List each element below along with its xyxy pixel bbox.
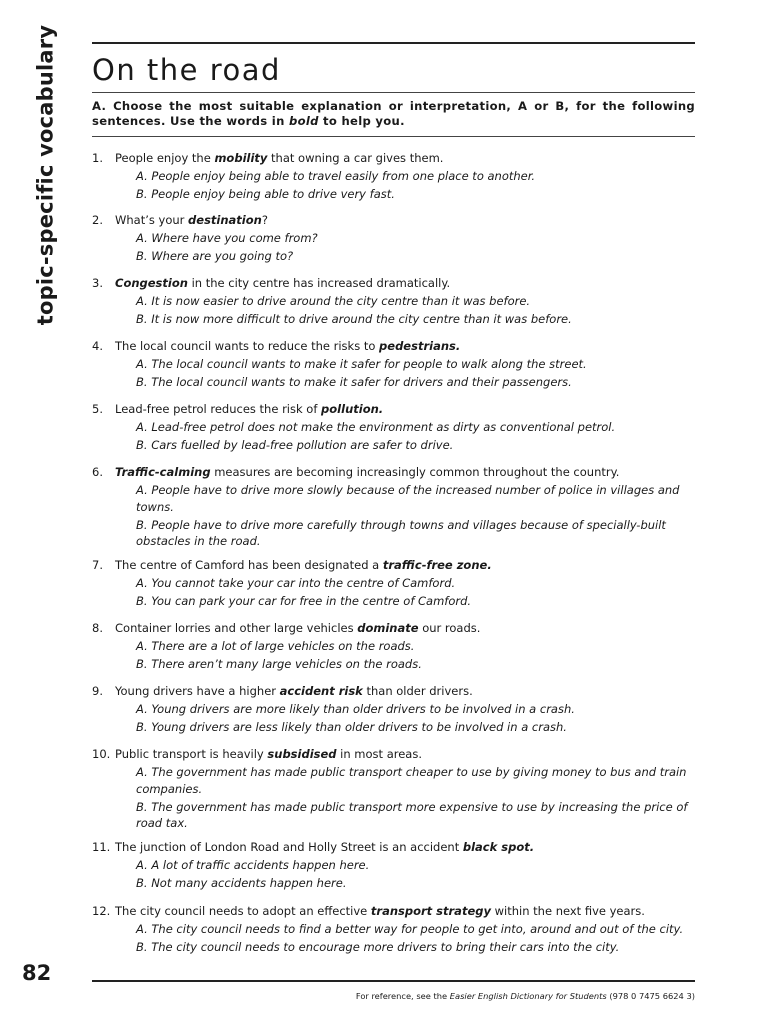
question-sentence: The local council wants to reduce the risks to pedestrians. (115, 339, 461, 353)
key-term: dominate (357, 621, 419, 635)
key-term: pedestrians. (379, 339, 461, 353)
page-number: 82 (22, 961, 52, 985)
key-term: traffic-free zone. (382, 558, 492, 572)
key-term: Congestion (115, 276, 188, 290)
option-a: A. People have to drive more slowly because of the increased number of police in villages and towns. (136, 483, 680, 514)
page-title: On the road (92, 53, 281, 87)
section-side-label (28, 24, 62, 326)
exercise-instructions (92, 99, 695, 129)
question-sentence: Traffic-calming measures are becoming increasingly common throughout the country. (115, 465, 620, 479)
question-number: 12. (92, 904, 111, 918)
key-term: subsidised (267, 747, 337, 761)
question-item (92, 401, 695, 454)
option-b: B. People enjoy being able to drive very fast. (136, 187, 395, 201)
option-b: B. The local council wants to make it safer for drivers and their passengers. (136, 375, 572, 389)
question-number: 11. (92, 840, 111, 854)
question-number: 7. (92, 558, 103, 572)
option-b: B. It is now more difficult to drive around the city centre than it was before. (136, 312, 572, 326)
option-a: A. It is now easier to drive around the city centre than it was before. (136, 294, 531, 308)
dictionary-title: Easier English Dictionary for Students (449, 991, 607, 1001)
question-item (92, 620, 695, 673)
option-b: B. Where are you going to? (136, 249, 294, 263)
title-rule (92, 92, 695, 93)
side-label-text: topic-specific vocabulary (33, 24, 58, 326)
instructions-bold-word: bold (288, 114, 319, 128)
option-a: A. You cannot take your car into the centre of Camford. (136, 576, 456, 590)
key-term: mobility (214, 151, 268, 165)
option-a: A. The local council wants to make it safer for people to walk along the street. (136, 357, 587, 371)
key-term: Traffic-calming (115, 465, 211, 479)
option-b: B. People have to drive more carefully through towns and villages because of specially-built obstacles in the road. (136, 517, 666, 548)
key-term: transport strategy (370, 904, 491, 918)
option-b: B. You can park your car for free in the centre of Camford. (136, 594, 472, 608)
question-sentence: Young drivers have a higher accident risk than older drivers. (115, 684, 473, 698)
question-sentence: Congestion in the city centre has increased dramatically. (115, 276, 451, 290)
key-term: accident risk (279, 684, 363, 698)
question-sentence: Lead-free petrol reduces the risk of pollution. (115, 402, 384, 416)
option-a: A. There are a lot of large vehicles on the roads. (136, 639, 415, 653)
option-a: A. Lead-free petrol does not make the environment as dirty as conventional petrol. (136, 420, 616, 434)
option-a: A. The government has made public transport cheaper to use by giving money to bus and train companies. (136, 765, 687, 796)
question-sentence: Public transport is heavily subsidised in most areas. (115, 747, 422, 761)
instructions-part1: A. Choose the most suitable explanation or interpretation, A or B, for the following sentences. Use the words in (92, 99, 695, 128)
question-sentence: People enjoy the mobility that owning a car gives them. (115, 151, 444, 165)
question-item (92, 464, 695, 550)
question-item (92, 150, 695, 203)
key-term: pollution. (321, 402, 384, 416)
reference-footer: For reference, see the Easier English Dictionary for Students (978 0 7475 6624 3) (355, 991, 695, 1001)
question-item (92, 839, 695, 892)
question-number: 10. (92, 747, 111, 761)
option-b: B. The government has made public transport more expensive to use by increasing the price of road tax. (136, 799, 688, 830)
question-number: 8. (92, 621, 103, 635)
instructions-part2: to help you. (318, 114, 405, 128)
question-sentence: The centre of Camford has been designated a traffic-free zone. (115, 558, 492, 572)
question-sentence: Container lorries and other large vehicles dominate our roads. (115, 621, 481, 635)
question-number: 5. (92, 402, 103, 416)
option-b: B. Young drivers are less likely than older drivers to be involved in a crash. (136, 720, 567, 734)
question-sentence: What’s your destination? (115, 213, 268, 227)
key-term: destination (188, 213, 262, 227)
question-item (92, 212, 695, 265)
question-number: 9. (92, 684, 103, 698)
option-b: B. Not many accidents happen here. (136, 876, 347, 890)
option-b: B. Cars fuelled by lead-free pollution are safer to drive. (136, 438, 454, 452)
key-term: black spot. (462, 840, 535, 854)
option-a: A. A lot of traffic accidents happen here. (136, 858, 370, 872)
question-sentence: The junction of London Road and Holly Street is an accident black spot. (115, 840, 535, 854)
bottom-rule (92, 980, 695, 982)
question-item (92, 275, 695, 328)
instructions-rule (92, 136, 695, 137)
option-a: A. People enjoy being able to travel easily from one place to another. (136, 169, 536, 183)
option-b: B. There aren’t many large vehicles on the roads. (136, 657, 422, 671)
question-item (92, 557, 695, 610)
top-rule (92, 42, 695, 44)
question-item (92, 746, 695, 832)
option-a: A. Young drivers are more likely than older drivers to be involved in a crash. (136, 702, 575, 716)
question-number: 4. (92, 339, 103, 353)
question-item (92, 903, 695, 956)
question-number: 2. (92, 213, 103, 227)
option-a: A. Where have you come from? (136, 231, 318, 245)
option-a: A. The city council needs to find a better way for people to get into, around and out of the city. (136, 922, 684, 936)
option-b: B. The city council needs to encourage more drivers to bring their cars into the city. (136, 940, 620, 954)
question-number: 3. (92, 276, 103, 290)
question-item (92, 683, 695, 736)
question-number: 6. (92, 465, 103, 479)
question-item (92, 338, 695, 391)
question-number: 1. (92, 151, 103, 165)
question-sentence: The city council needs to adopt an effective transport strategy within the next five years. (115, 904, 645, 918)
